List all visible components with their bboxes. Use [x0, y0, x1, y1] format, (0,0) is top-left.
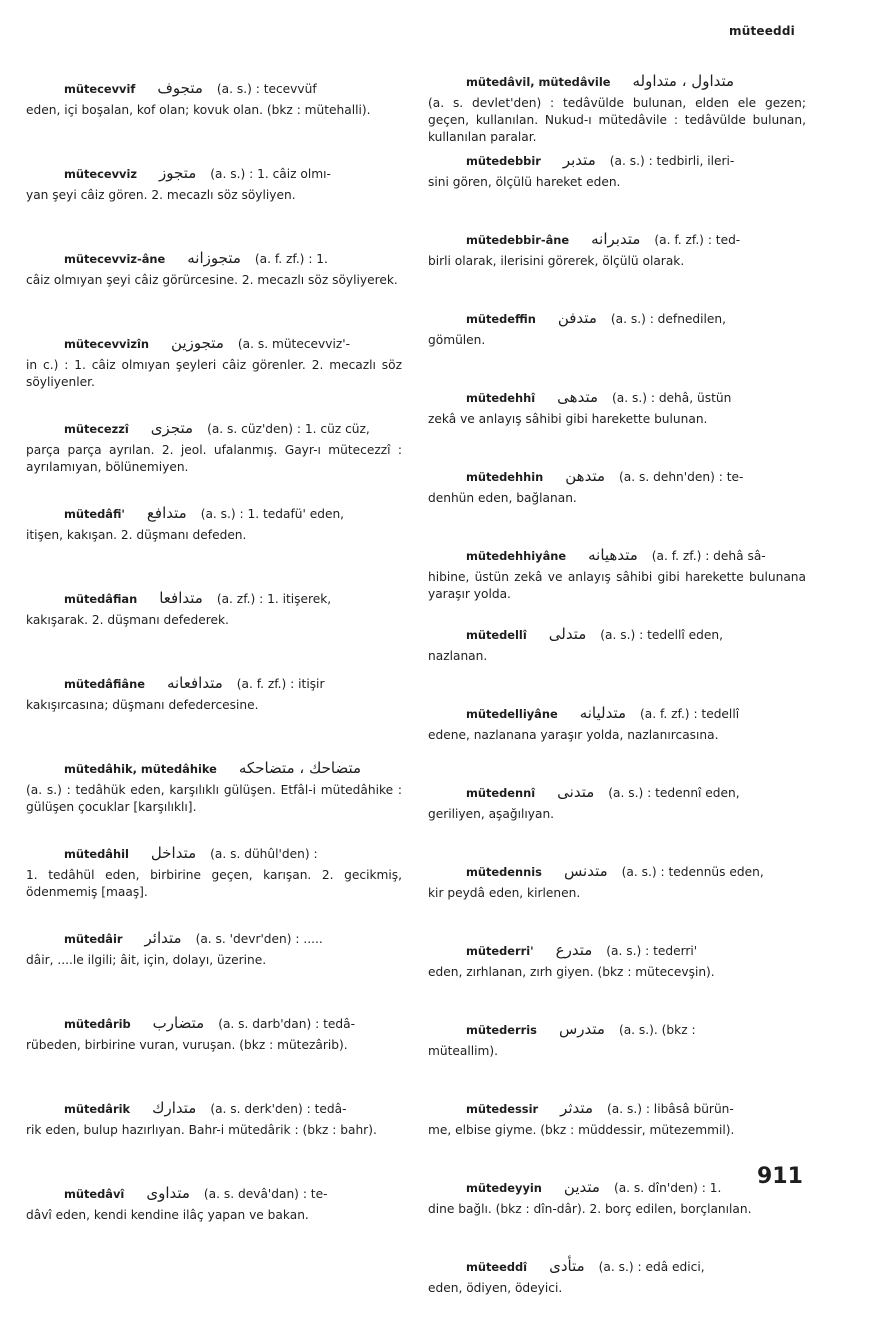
entry-headline: [26, 165, 402, 183]
entry-definition: rik eden, bulup hazırlıyan. Bahr-i mütedârik : (bkz : bahr).: [26, 1123, 377, 1137]
entry-headword: mütedâvî: [64, 1187, 125, 1201]
entry-headword: mütedâhil: [64, 847, 129, 861]
entry-headline: [428, 547, 806, 565]
dictionary-entry: [428, 1258, 806, 1312]
dictionary-entry: [428, 942, 806, 996]
entry-definition: denhün eden, bağlanan.: [428, 491, 577, 505]
entry-headword: mütedârib: [64, 1017, 131, 1031]
entry-arabic-script: متأدى: [549, 1257, 585, 1275]
entry-definition-start: (a. s. cüz'den) : 1. cüz cüz,: [207, 422, 370, 436]
dictionary-entry: [26, 1100, 402, 1160]
entry-definition: me, elbise giyme. (bkz : müddessir, mütezemmil).: [428, 1123, 735, 1137]
entry-headline: [428, 705, 806, 723]
entry-headword: mütedârik: [64, 1102, 131, 1116]
entry-arabic-script: متدارك: [152, 1099, 197, 1117]
dictionary-entry: [26, 1185, 402, 1245]
entry-headword: mütedennî: [466, 786, 536, 800]
entry-headline: [26, 930, 402, 948]
entry-headword: mütecevviz: [64, 167, 138, 181]
entry-definition: (a. s. devlet'den) : tedâvülde bulunan, elden ele gezen; geçen, kullanılan. Nukud-ı mütedâvile : tedâvülde bulunan, kullanılan paralar.: [428, 96, 806, 144]
entry-headline: [26, 1100, 402, 1118]
dictionary-entry: [428, 1100, 806, 1154]
entry-definition: geriliyen, aşağılıyan.: [428, 807, 555, 821]
entry-headword: mütecezzî: [64, 422, 129, 436]
entry-definition: edene, nazlanana yaraşır yolda, nazlanırcasına.: [428, 728, 719, 742]
dictionary-entry: [26, 80, 402, 140]
entry-headword: mütedâfian: [64, 592, 138, 606]
dictionary-entry: [26, 760, 402, 820]
entry-headword: mütedehhî: [466, 391, 536, 405]
entry-definition-start: (a. f. zf.) : 1.: [254, 252, 328, 266]
entry-definition-start: (a. s.) : tedellî eden,: [600, 628, 723, 642]
entry-headline: [26, 590, 402, 608]
entry-arabic-script: متدنى: [557, 783, 595, 801]
entry-arabic-script: متداول ، متداوله: [632, 72, 735, 90]
entry-definition: dâvî eden, kendi kendine ilâç yapan ve bakan.: [26, 1208, 309, 1222]
entry-definition: itişen, kakışan. 2. düşmanı defeden.: [26, 528, 247, 542]
entry-headword: mütedeffin: [466, 312, 536, 326]
dictionary-entry: [26, 675, 402, 735]
entry-headline: [26, 845, 402, 863]
entry-definition-start: (a. s.) : 1. câiz olmı-: [210, 167, 331, 181]
entry-arabic-script: متدافعا: [159, 589, 203, 607]
entry-headword: mütedeyyin: [466, 1181, 542, 1195]
entry-headline: [26, 250, 402, 268]
entry-definition-start: (a. f. zf.) : ted-: [654, 233, 741, 247]
entry-headline: [428, 942, 806, 960]
right-column: [428, 73, 806, 1337]
entry-definition-start: (a. f. zf.) : tedellî: [640, 707, 740, 721]
entry-headline: [26, 675, 402, 693]
entry-definition: eden, ödiyen, ödeyici.: [428, 1281, 563, 1295]
entry-definition-start: (a. s.) : tedennî eden,: [608, 786, 740, 800]
dictionary-entry: [26, 335, 402, 395]
entry-definition: câiz olmıyan şeyi câiz görürcesine. 2. mecazlı söz söyliyerek.: [26, 273, 398, 287]
dictionary-entry: [26, 845, 402, 905]
entry-definition-start: (a. s.) : tederri': [606, 944, 698, 958]
dictionary-entry: [428, 705, 806, 759]
entry-arabic-script: متدلى: [548, 625, 587, 643]
entry-definition: eden, içi boşalan, kof olan; kovuk olan. (bkz : mütehalli).: [26, 103, 371, 117]
entry-definition-start: (a. s.) : dehâ, üstün: [612, 391, 732, 405]
dictionary-entry: [26, 250, 402, 310]
entry-definition: (a. s.) : tedâhük eden, karşılıklı gülüşen. Etfâl-i mütedâhike : gülüşen çocuklar [karşılıklı].: [26, 783, 402, 814]
entry-arabic-script: متدرع: [555, 941, 593, 959]
entry-headline: [428, 73, 806, 91]
entry-arabic-script: متدنس: [563, 862, 608, 880]
entry-definition-start: (a. s. 'devr'den) : .....: [195, 932, 323, 946]
dictionary-entry: [428, 468, 806, 522]
entry-definition: eden, zırhlanan, zırh giyen. (bkz : mütecevşin).: [428, 965, 715, 979]
entry-arabic-script: متدفن: [557, 309, 597, 327]
entry-definition-start: (a. zf.) : 1. itişerek,: [216, 592, 332, 606]
entry-headword: mütedebbir-âne: [466, 233, 570, 247]
entry-definition: birli olarak, ilerisini görerek, ölçülü olarak.: [428, 254, 685, 268]
dictionary-entry: [26, 420, 402, 480]
entry-headword: mütedehhin: [466, 470, 544, 484]
entry-definition-start: (a. f. zf.) : itişir: [236, 677, 325, 691]
left-column: [26, 80, 402, 1270]
entry-headline: [428, 784, 806, 802]
entry-headline: [428, 310, 806, 328]
entry-headline: [428, 863, 806, 881]
entry-headword: mütedebbir: [466, 154, 541, 168]
entry-arabic-script: متدافع: [146, 504, 187, 522]
entry-definition-start: (a. s.) : tedbirli, ileri-: [609, 154, 735, 168]
entry-headword: mütederris: [466, 1023, 537, 1037]
entry-headline: [428, 468, 806, 486]
entry-headline: [26, 760, 402, 778]
entry-headline: [428, 1021, 806, 1039]
dictionary-entry: [26, 1015, 402, 1075]
entry-headline: [26, 420, 402, 438]
dictionary-entry: [428, 784, 806, 838]
entry-headline: [26, 1185, 402, 1203]
entry-definition-start: (a. s.) : libâsâ bürün-: [607, 1102, 734, 1116]
entry-headword: mütedâvil, mütedâvile: [466, 75, 611, 89]
dictionary-entry: [428, 1021, 806, 1075]
entry-definition-start: (a. s. derk'den) : tedâ-: [210, 1102, 347, 1116]
entry-definition-start: (a. f. zf.) : dehâ sâ-: [651, 549, 766, 563]
entry-definition-start: (a. s.) : tedennüs eden,: [621, 865, 764, 879]
entry-definition: sini gören, ölçülü hareket eden.: [428, 175, 621, 189]
entry-definition-start: (a. s. devâ'dan) : te-: [203, 1187, 328, 1201]
dictionary-entry: [26, 590, 402, 650]
entry-headword: mütedessir: [466, 1102, 539, 1116]
dictionary-entry: [26, 165, 402, 225]
entry-headline: [428, 1258, 806, 1276]
entry-headword: mütecevvif: [64, 82, 136, 96]
entry-definition-start: (a. s.) : tecevvüf: [216, 82, 317, 96]
entry-headline: [26, 1015, 402, 1033]
entry-headword: mütedelliyâne: [466, 707, 558, 721]
entry-arabic-script: متدهى: [557, 388, 599, 406]
dictionary-entry: [428, 863, 806, 917]
entry-arabic-script: متدليانه: [579, 704, 627, 722]
entry-arabic-script: متدين: [563, 1178, 600, 1196]
entry-definition: yan şeyi câiz gören. 2. mecazlı söz söyliyen.: [26, 188, 296, 202]
entry-arabic-script: متجوف: [157, 79, 203, 97]
dictionary-entry: [428, 1179, 806, 1233]
dictionary-entry: [428, 72, 806, 144]
entry-arabic-script: متدبرانه: [591, 230, 641, 248]
entry-arabic-script: متداخل: [150, 844, 197, 862]
entry-definition: rübeden, birbirine vuran, vuruşan. (bkz : mütezârib).: [26, 1038, 348, 1052]
entry-headline: [428, 152, 806, 170]
entry-headword: mütedâhik, mütedâhike: [64, 762, 217, 776]
entry-definition: zekâ ve anlayış sâhibi gibi harekette bulunan.: [428, 412, 708, 426]
entry-definition-start: (a. s.) : 1. tedafü' eden,: [200, 507, 345, 521]
dictionary-entry: [428, 389, 806, 443]
entry-definition: kir peydâ eden, kirlenen.: [428, 886, 581, 900]
dictionary-entry: [26, 505, 402, 565]
entry-definition-start: (a. s. dehn'den) : te-: [619, 470, 744, 484]
entry-headword: müteeddî: [466, 1260, 528, 1274]
entry-arabic-script: متدهيانه: [588, 546, 638, 564]
entry-arabic-script: متجوزين: [171, 334, 224, 352]
running-head: müteeddi: [729, 24, 795, 38]
entry-definition-start: (a. s. darb'dan) : tedâ-: [218, 1017, 355, 1031]
entry-definition-start: (a. s.) : edâ edici,: [598, 1260, 705, 1274]
entry-headword: mütedennis: [466, 865, 542, 879]
entry-headline: [26, 335, 402, 353]
dictionary-entry: [428, 626, 806, 680]
entry-definition: kakışırcasına; düşmanı defedercesine.: [26, 698, 259, 712]
entry-headword: mütedellî: [466, 628, 527, 642]
dictionary-entry: [26, 930, 402, 990]
entry-headline: [428, 1179, 806, 1197]
entry-definition-start: (a. s. dîn'den) : 1.: [613, 1181, 722, 1195]
entry-headword: mütedâfi': [64, 507, 125, 521]
dictionary-entry: [428, 547, 806, 601]
entry-arabic-script: متضاحك ، متضاحكه: [238, 759, 362, 777]
entry-arabic-script: متدائر: [144, 929, 182, 947]
entry-definition: müteallim).: [428, 1044, 499, 1058]
entry-definition: kakışarak. 2. düşmanı defederek.: [26, 613, 229, 627]
dictionary-entry: [428, 231, 806, 285]
entry-headword: mütecevvizîn: [64, 337, 150, 351]
entry-definition-start: (a. s.). (bkz :: [618, 1023, 696, 1037]
entry-headword: mütedâfiâne: [64, 677, 145, 691]
page-number: 911: [757, 1164, 803, 1189]
entry-definition: parça parça ayrılan. 2. jeol. ufalanmış. Gayr-ı mütecezzî : ayrılamıyan, bölünemiyen.: [26, 443, 402, 474]
entry-arabic-script: متدثر: [560, 1099, 593, 1117]
entry-definition: hibine, üstün zekâ ve anlayış sâhibi gibi harekette bulunana yaraşır yolda.: [428, 570, 806, 601]
entry-headline: [428, 626, 806, 644]
entry-arabic-script: متداوى: [146, 1184, 190, 1202]
entry-arabic-script: متضارب: [152, 1014, 205, 1032]
entry-headline: [428, 389, 806, 407]
entry-definition: dine bağlı. (bkz : dîn-dâr). 2. borç edilen, borçlanılan.: [428, 1202, 752, 1216]
entry-definition-start: (a. s.) : defnedilen,: [610, 312, 727, 326]
dictionary-entry: [428, 152, 806, 206]
entry-headline: [26, 80, 402, 98]
entry-arabic-script: متجوزانه: [187, 249, 241, 267]
dictionary-entry: [428, 310, 806, 364]
entry-arabic-script: متدافعانه: [166, 674, 223, 692]
entry-arabic-script: متدبر: [562, 151, 596, 169]
entry-definition-start: (a. s. dühûl'den) :: [210, 847, 318, 861]
entry-headword: mütedâir: [64, 932, 123, 946]
entry-headline: [26, 505, 402, 523]
entry-arabic-script: متدرس: [558, 1020, 605, 1038]
entry-definition: dâir, ....le ilgili; âit, için, dolayı, üzerine.: [26, 953, 267, 967]
entry-definition: gömülen.: [428, 333, 486, 347]
entry-headline: [428, 231, 806, 249]
entry-headword: mütedehhiyâne: [466, 549, 567, 563]
entry-headline: [428, 1100, 806, 1118]
entry-definition: nazlanan.: [428, 649, 488, 663]
entry-arabic-script: متدهن: [565, 467, 606, 485]
entry-arabic-script: متجزى: [150, 419, 194, 437]
entry-definition-start: (a. s. mütecevviz'-: [237, 337, 350, 351]
entry-headword: mütecevviz-âne: [64, 252, 166, 266]
entry-definition: in c.) : 1. câiz olmıyan şeyleri câiz görenler. 2. mecazlı söz söyliyenler.: [26, 358, 402, 389]
entry-definition: 1. tedâhül eden, birbirine geçen, karışan. 2. gecikmiş, ödenmemiş [maaş].: [26, 868, 402, 899]
entry-headword: mütederri': [466, 944, 534, 958]
entry-arabic-script: متجوز: [159, 164, 197, 182]
